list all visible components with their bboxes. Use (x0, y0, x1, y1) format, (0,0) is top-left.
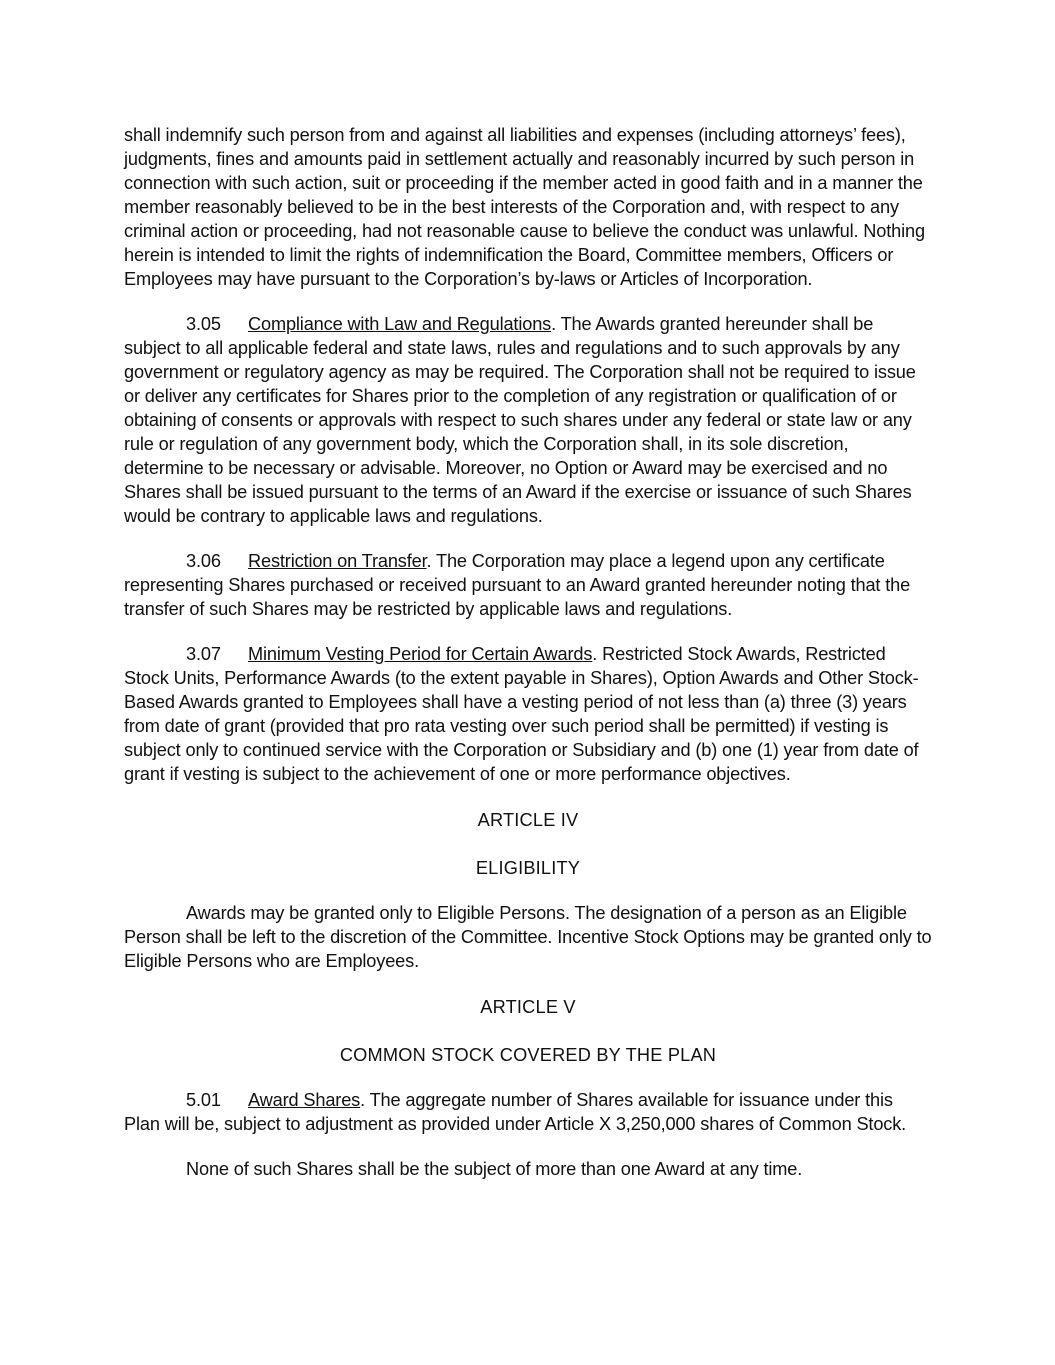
document-page (124, 123, 932, 1181)
section-3-05 (124, 312, 932, 528)
section-body: . Restricted Stock Awards, Restricted Stock Units, Performance Awards (to the extent payable in Shares), Option Awards and Other Stock-Based Awards granted to Employees shall have a vesting period of not less than (a) three (3) years from date of grant (provided that pro rata vesting over such period shall be permitted) if vesting is subject only to continued service with the Corporation or Subsidiary and (b) one (1) year from date of grant if vesting is subject to the achievement of one or more performance objectives. (124, 644, 919, 784)
section-title: Compliance with Law and Regulations (248, 314, 552, 334)
section-number: 3.07 (186, 644, 221, 664)
section-number: 3.06 (186, 551, 221, 571)
section-title: Minimum Vesting Period for Certain Awards (248, 644, 593, 664)
section-body: . The Awards granted hereunder shall be subject to all applicable federal and state laws, rules and regulations and to such approvals by any government or regulatory agency as may be required. The Corporation shall not be required to issue or deliver any certificates for Shares prior to the completion of any registration or qualification of or obtaining of consents or approvals with respect to such shares under any federal or state law or any rule or regulation of any government body, which the Corporation shall, in its sole discretion, determine to be necessary or advisable. Moreover, no Option or Award may be exercised and no Shares shall be issued pursuant to the terms of an Award if the exercise or issuance of such Shares would be contrary to applicable laws and regulations. (124, 314, 916, 526)
section-body: . The Corporation may place a legend upon any certificate representing Shares purchased or received pursuant to an Award granted hereunder noting that the transfer of such Shares may be restricted by applicable laws and regulations. (124, 551, 911, 619)
article-4-heading: ARTICLE IV (477, 810, 579, 830)
section-3-06 (124, 549, 932, 621)
section-body: . The aggregate number of Shares available for issuance under this Plan will be, subject to adjustment as provided under Article X 3,250,000 shares of Common Stock. (124, 1090, 907, 1134)
article-5-closing: None of such Shares shall be the subject of more than one Award at any time. (186, 1159, 803, 1179)
section-3-07 (124, 642, 932, 786)
section-title: Restriction on Transfer (248, 551, 427, 571)
article-5-heading: ARTICLE V (480, 997, 576, 1017)
article-4-subheading: ELIGIBILITY (475, 858, 581, 878)
indemnification-continuation: shall indemnify such person from and against all liabilities and expenses (including attorneys’ fees), judgments, fines and amounts paid in settlement actually and reasonably incurred by such person in connection with such action, suit or proceeding if the member acted in good faith and in a manner the member reasonably believed to be in the best interests of the Corporation and, with respect to any criminal action or proceeding, had not reasonable cause to believe the conduct was unlawful. Nothing herein is intended to limit the rights of indemnification the Board, Committee members, Officers or Employees may have pursuant to the Corporation’s by-laws or Articles of Incorporation. (124, 125, 925, 289)
section-number: 5.01 (186, 1090, 221, 1110)
section-number: 3.05 (186, 314, 221, 334)
article-5-subheading: COMMON STOCK COVERED BY THE PLAN (339, 1045, 717, 1065)
article-4-body: Awards may be granted only to Eligible Persons. The designation of a person as an Eligible Person shall be left to the discretion of the Committee. Incentive Stock Options may be granted only to Eligible Persons who are Employees. (124, 903, 932, 971)
section-5-01 (124, 1088, 932, 1136)
section-title: Award Shares (248, 1090, 361, 1110)
